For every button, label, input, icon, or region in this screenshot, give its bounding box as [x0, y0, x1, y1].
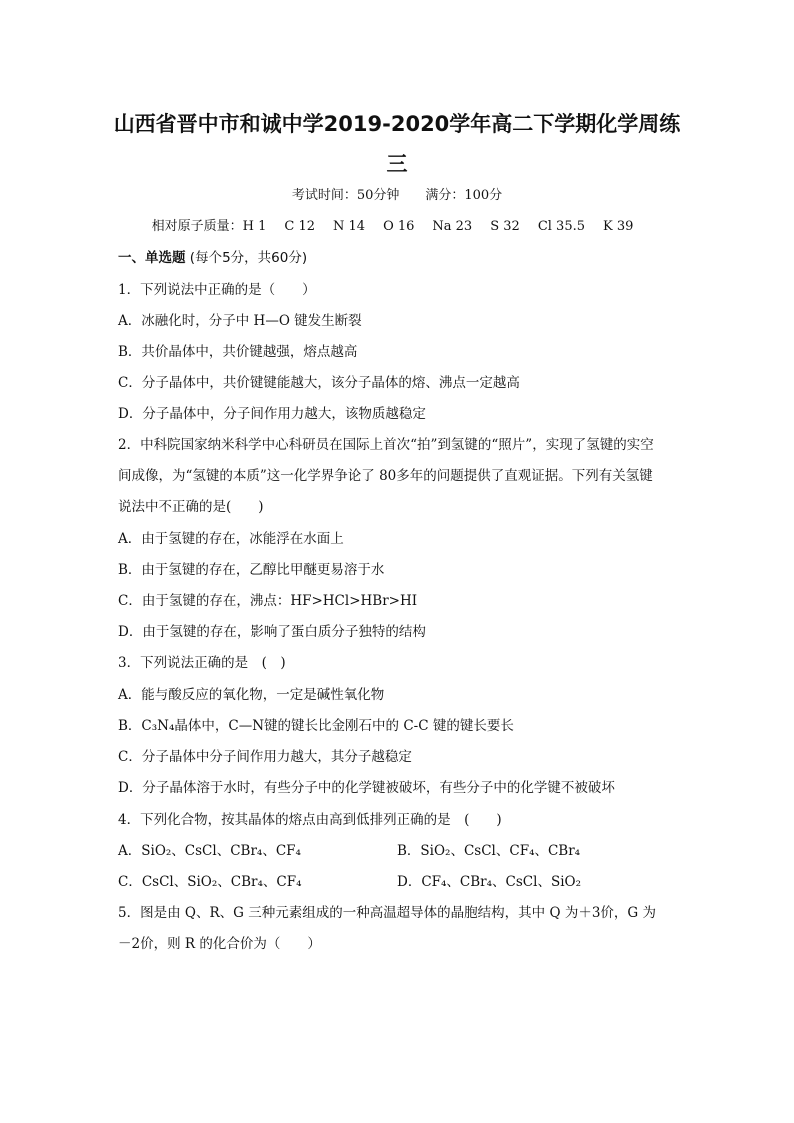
atomic-mass-s: S 32 [490, 219, 520, 234]
q3-option-a: A．能与酸反应的氧化物，一定是碱性氧化物 [118, 687, 385, 703]
q4-option-c: C．CsCl、SiO₂、CBr₄、CF₄ [118, 874, 302, 890]
atomic-mass-cl: Cl 35.5 [537, 219, 585, 234]
atomic-mass-h: H 1 [242, 219, 267, 234]
q2-option-c: C．由于氢键的存在，沸点：HF>HCl>HBr>HI [118, 593, 418, 609]
q4-option-a: A．SiO₂、CsCl、CBr₄、CF₄ [118, 843, 301, 859]
section-note: (每个5分，共60分) [189, 250, 308, 266]
document-title [110, 104, 684, 184]
atomic-mass-label: 相对原子质量： [151, 219, 243, 234]
q5-stem-line-2: －2价，则 R 的化合价为（ ） [118, 936, 321, 952]
section-title: 一、单选题 [118, 250, 186, 266]
q5-stem-line-1: 5．图是由 Q、R、G 三种元素组成的一种高温超导体的晶胞结构，其中 Q 为＋3价，G 为 [118, 905, 657, 921]
q1-option-a: A．冰融化时，分子中 H—O 键发生断裂 [118, 313, 362, 329]
q3-option-d: D．分子晶体溶于水时，有些分子中的化学键被破坏，有些分子中的化学键不被破坏 [118, 780, 615, 796]
q1-option-b: B．共价晶体中，共价键越强，熔点越高 [118, 344, 358, 360]
q2-option-d: D．由于氢键的存在，影响了蛋白质分子独特的结构 [118, 624, 426, 640]
q2-option-a: A．由于氢键的存在，冰能浮在水面上 [118, 531, 344, 547]
q4-option-b: B．SiO₂、CsCl、CF₄、CBr₄ [397, 843, 581, 859]
atomic-mass-c: C 12 [284, 219, 315, 234]
section-heading [118, 249, 307, 267]
exam-info: 考试时间：50分钟 满分：100分 [291, 188, 503, 203]
atomic-mass-na: Na 23 [432, 219, 473, 234]
q2-stem-line-1: 2．中科院国家纳米科学中心科研员在国际上首次“拍”到氢键的“照片”，实现了氢键的实空 [118, 437, 654, 453]
q2-stem-line-2: 间成像，为“氢键的本质”这一化学界争论了 80多年的问题提供了直观证据。下列有关氢键 [118, 468, 653, 484]
q4-stem: 4．下列化合物，按其晶体的熔点由高到低排列正确的是 ( ) [118, 812, 502, 828]
q2-stem-line-3: 说法中不正确的是( ) [118, 499, 264, 515]
atomic-mass-k: K 39 [603, 219, 634, 234]
q2-option-b: B．由于氢键的存在，乙醇比甲醚更易溶于水 [118, 562, 385, 578]
title-line-2: 三 [386, 152, 408, 176]
q3-option-c: C．分子晶体中分子间作用力越大，其分子越稳定 [118, 749, 412, 765]
q1-option-c: C．分子晶体中，共价键键能越大，该分子晶体的熔、沸点一定越高 [118, 375, 520, 391]
q1-option-d: D．分子晶体中，分子间作用力越大，该物质越稳定 [118, 406, 426, 422]
q4-option-d: D．CF₄、CBr₄、CsCl、SiO₂ [397, 874, 581, 890]
q3-stem: 3．下列说法正确的是 ( ) [118, 655, 286, 671]
atomic-mass-line [0, 218, 794, 236]
atomic-mass-o: O 16 [383, 219, 415, 234]
atomic-mass-n: N 14 [333, 219, 366, 234]
title-line-1: 山西省晋中市和诚中学2019-2020学年高二下学期化学周练 [113, 112, 681, 136]
q3-option-b: B．C₃N₄晶体中，C—N键的键长比金刚石中的 C-C 键的键长要长 [118, 718, 514, 734]
q1-stem: 1．下列说法中正确的是（ ） [118, 282, 316, 298]
